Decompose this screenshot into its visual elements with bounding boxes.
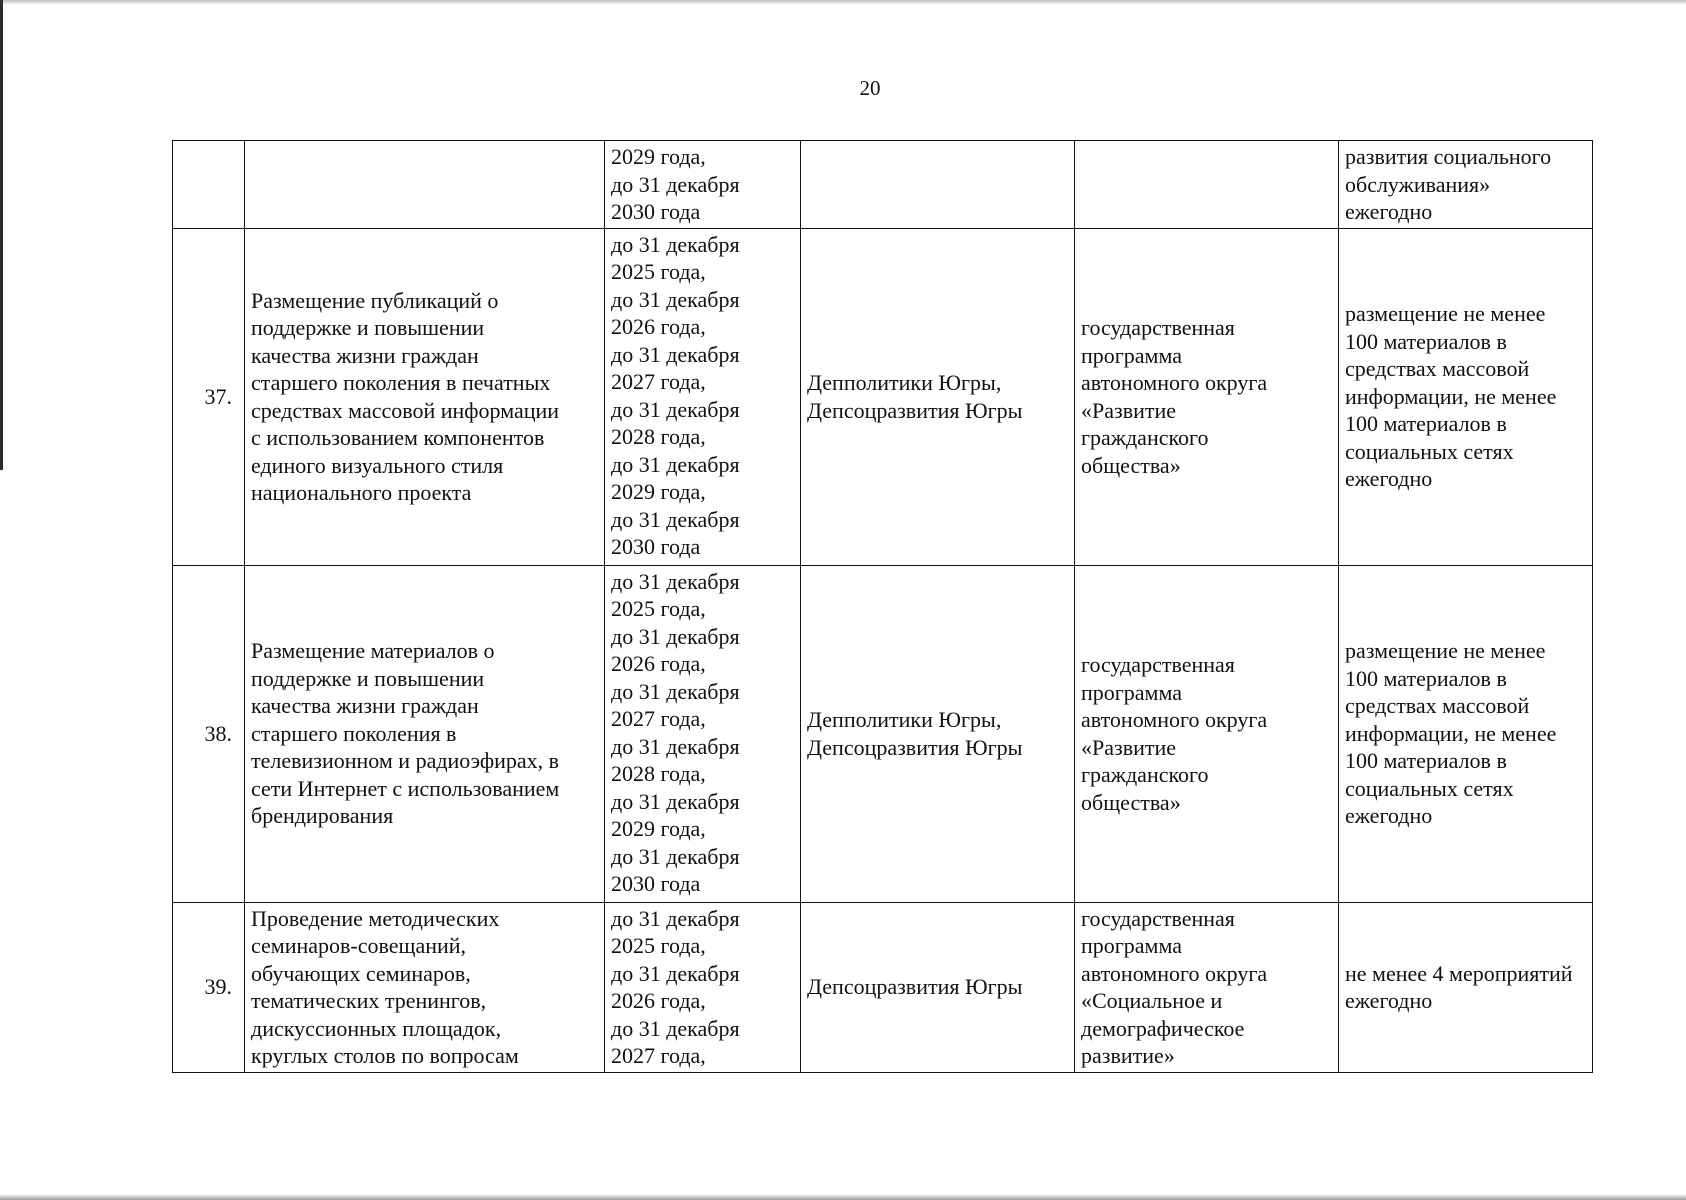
funding-source-cell: государственная программа автономного округа «Социальное и демографическое развитие» — [1075, 902, 1339, 1072]
row-number-cell — [173, 141, 245, 229]
measure-name-cell: Проведение методических семинаров-совещаний, обучающих семинаров, тематических тренингов, дискуссионных площадок, круглых столов по вопросам — [245, 902, 605, 1072]
funding-source-cell — [1075, 141, 1339, 229]
scan-edge-left — [0, 0, 3, 470]
result-cell: размещение не менее 100 материалов в средствах массовой информации, не менее 100 материалов в социальных сетях ежегодно — [1339, 565, 1593, 902]
result-cell: не менее 4 мероприятий ежегодно — [1339, 902, 1593, 1072]
deadline-cell: до 31 декабря 2025 года, до 31 декабря 2026 года, до 31 декабря 2027 года, — [605, 902, 801, 1072]
table-row-38 — [173, 565, 1593, 902]
responsible-cell: Депсоцразвития Югры — [801, 902, 1075, 1072]
responsible-cell: Депполитики Югры, Депсоцразвития Югры — [801, 565, 1075, 902]
row-number-cell: 39. — [173, 902, 245, 1072]
funding-source-cell: государственная программа автономного округа «Развитие гражданского общества» — [1075, 228, 1339, 565]
deadline-cell: до 31 декабря 2025 года, до 31 декабря 2026 года, до 31 декабря 2027 года, до 31 декабря 2028 года, до 31 декабря 2029 года, до 31 декабря 2030 года — [605, 228, 801, 565]
measure-name-cell: Размещение публикаций о поддержке и повышении качества жизни граждан старшего поколения в печатных средствах массовой информации с использованием компонентов единого визуального стиля национального проекта — [245, 228, 605, 565]
result-cell: развития социального обслуживания» ежегодно — [1339, 141, 1593, 229]
table-row-37 — [173, 228, 1593, 565]
scan-edge-top — [0, 0, 1686, 5]
result-cell: размещение не менее 100 материалов в средствах массовой информации, не менее 100 материалов в социальных сетях ежегодно — [1339, 228, 1593, 565]
row-number-cell: 38. — [173, 565, 245, 902]
measure-name-cell — [245, 141, 605, 229]
table-row-continuation — [173, 141, 1593, 229]
row-number-cell: 37. — [173, 228, 245, 565]
responsible-cell — [801, 141, 1075, 229]
scan-edge-bottom — [0, 1194, 1686, 1200]
page-number: 20 — [859, 76, 881, 100]
funding-source-cell: государственная программа автономного округа «Развитие гражданского общества» — [1075, 565, 1339, 902]
deadline-cell: до 31 декабря 2025 года, до 31 декабря 2026 года, до 31 декабря 2027 года, до 31 декабря 2028 года, до 31 декабря 2029 года, до 31 декабря 2030 года — [605, 565, 801, 902]
measure-name-cell: Размещение материалов о поддержке и повышении качества жизни граждан старшего поколения в телевизионном и радиоэфирах, в сети Интернет с использованием брендирования — [245, 565, 605, 902]
deadline-cell: 2029 года, до 31 декабря 2030 года — [605, 141, 801, 229]
responsible-cell: Депполитики Югры, Депсоцразвития Югры — [801, 228, 1075, 565]
table-row-39 — [173, 902, 1593, 1072]
measures-table — [172, 140, 1593, 1073]
